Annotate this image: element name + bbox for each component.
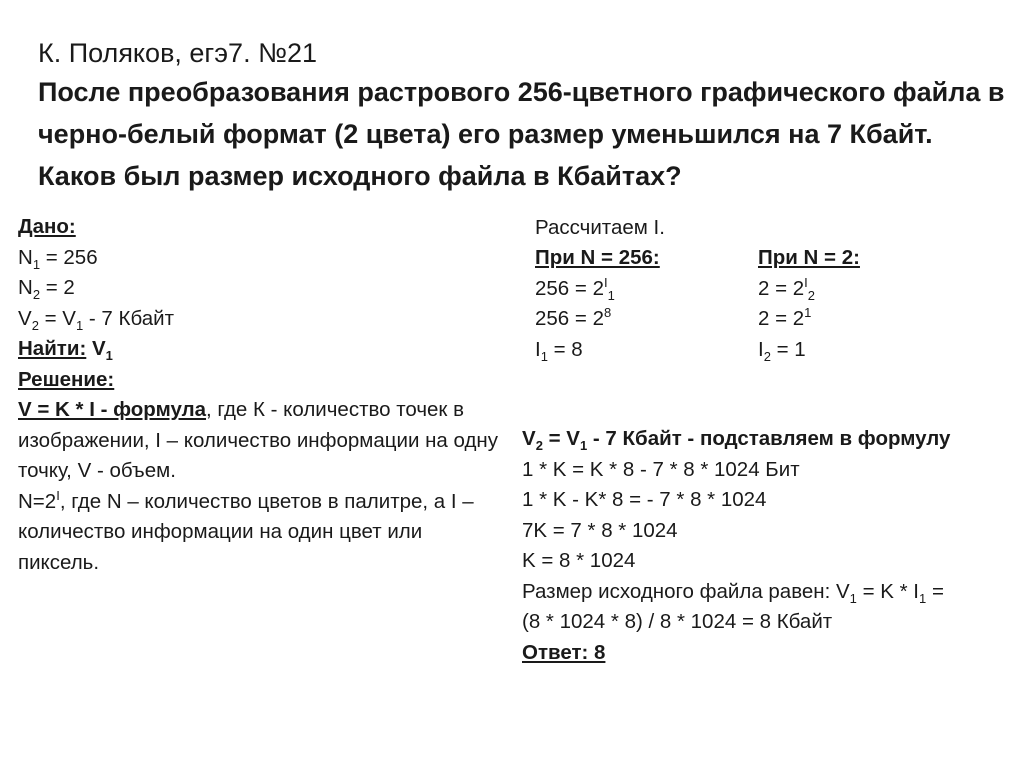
calc-intro: Рассчитаем I. bbox=[535, 216, 665, 239]
calc-line: $I_2 = 1$ bbox=[758, 337, 806, 364]
answer: Ответ: 8 bbox=[522, 640, 606, 664]
given-v2: $V_2 = V_1 - 7$ Кбайт bbox=[18, 306, 174, 333]
derivation-head: $V_2 = V_1 - 7$ Кбайт - подставляем в формулу bbox=[522, 427, 951, 454]
problem-statement: После преобразования растрового 256-цветного графического файла в черно-белый формат (2 цвета) его размер уменьшился на 7 Кбайт. Каков был размер исходного файла в Кбайтах? bbox=[38, 77, 1005, 191]
derivation-line: 1 * K - K* 8 = - 7 * 8 * 1024 bbox=[522, 488, 767, 511]
calc-line: $2 = 2^I_2$ bbox=[758, 274, 816, 303]
calc-line: $256 = 2^I_1$ bbox=[535, 274, 615, 303]
derivation-result: Размер исходного файла равен: $V_1 = K * I_1$ = bbox=[522, 579, 944, 606]
derivation-line: 1 * K = K * 8 - 7 * 8 * 1024 Бит bbox=[522, 457, 800, 481]
solution-label: Решение: bbox=[18, 367, 115, 391]
palette-explanation: $N=2^I$, где N – количество цветов в палитре, а I – количество информации на один цвет или пиксель. bbox=[18, 487, 474, 574]
calc-column-256 bbox=[535, 243, 660, 365]
calc-head-256: При N = 256: bbox=[535, 246, 660, 269]
derivation-line: 7K = 7 * 8 * 1024 bbox=[522, 518, 678, 542]
given-label: Дано: bbox=[18, 215, 76, 238]
given-n1: $N_1 = 256$ bbox=[18, 245, 98, 272]
slide-header bbox=[38, 36, 1008, 197]
given-section bbox=[18, 212, 498, 578]
calc-line: $2 = 2^1$ bbox=[758, 305, 812, 330]
calc-line: $256 = 2^8$ bbox=[535, 305, 612, 330]
find-line: Найти: $V_1$ bbox=[18, 337, 113, 364]
calc-line: $I_1 = 8$ bbox=[535, 337, 583, 364]
derivation-line: K = 8 * 1024 bbox=[522, 549, 636, 572]
given-n2: $N_2 = 2$ bbox=[18, 276, 75, 303]
slide-subtitle: К. Поляков, егэ7. №21 bbox=[38, 38, 318, 68]
formula-explanation: V = K * I - формула, где К - количество точек в изображении, I – количество информации на одну точку, V - объем. bbox=[18, 398, 498, 482]
calc-head-2: При N = 2: bbox=[758, 246, 860, 269]
derivation-section bbox=[522, 424, 1012, 668]
calc-column-2 bbox=[758, 243, 860, 365]
derivation-line: (8 * 1024 * 8) / 8 * 1024 = 8 Кбайт bbox=[522, 610, 833, 633]
